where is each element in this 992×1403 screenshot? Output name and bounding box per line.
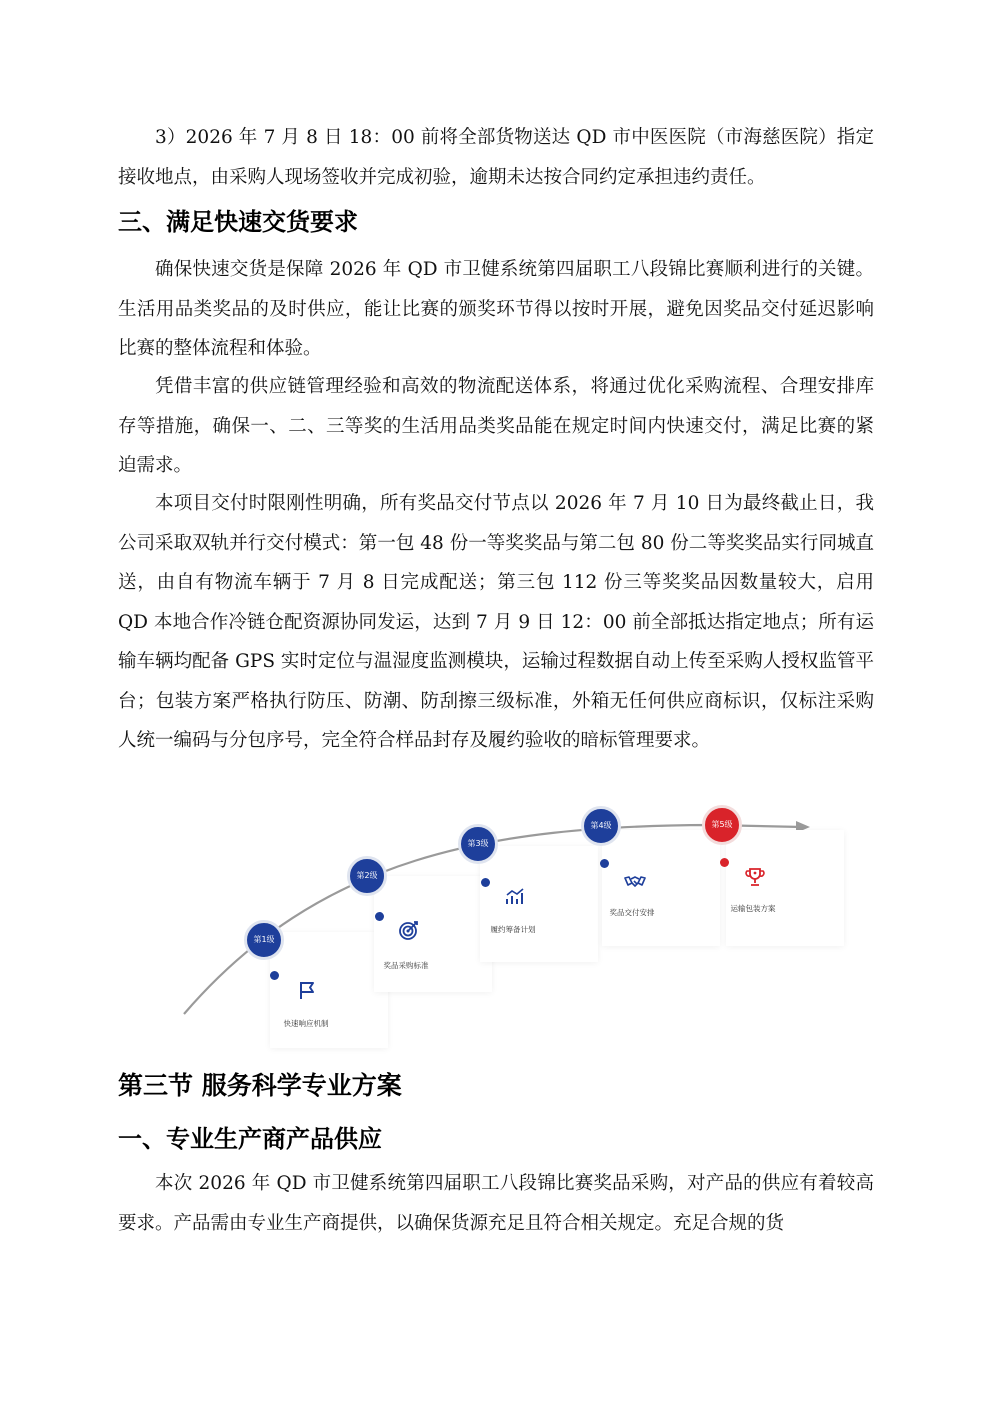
step-dot-5 [720, 858, 729, 867]
step-badge-4: 第4级 [581, 806, 621, 846]
paragraph-supply-requirement: 本次 2026 年 QD 市卫健系统第四届职工八段锦比赛奖品采购，对产品的供应有着较高要求。产品需由专业生产商提供，以确保货源充足且符合相关规定。充足合规的货 [118, 1173, 874, 1234]
step-dot-1 [270, 971, 279, 980]
handshake-icon [624, 871, 646, 893]
step-dot-3 [481, 878, 490, 887]
step-dot-2 [375, 912, 384, 921]
delivery-steps-diagram [170, 796, 820, 1052]
step-label-3: 履约筹备计划 [490, 925, 536, 934]
chart-icon [504, 886, 526, 908]
heading-fast-delivery: 三、满足快速交货要求 [118, 208, 358, 236]
trophy-icon [744, 866, 766, 888]
step-badge-5: 第5级 [702, 805, 742, 845]
step-badge-3: 第3级 [458, 824, 498, 864]
step-label-2: 奖品采购标准 [383, 961, 429, 970]
heading-section-3: 第三节 服务科学专业方案 [118, 1071, 402, 1100]
step-card-3 [480, 846, 598, 962]
step-badge-2: 第2级 [347, 856, 387, 896]
paragraph-delivery-deadline: 3）2026 年 7 月 8 日 18：00 前将全部货物送达 QD 市中医医院（市海慈医院）指定接收地点，由采购人现场签收并完成初验，逾期未达按合同约定承担违约责任。 [118, 127, 874, 188]
step-badge-1: 第1级 [244, 920, 284, 960]
step-card-4 [602, 830, 720, 946]
step-card-1 [270, 932, 388, 1048]
paragraph-fast-delivery-intro: 确保快速交货是保障 2026 年 QD 市卫健系统第四届职工八段锦比赛顺利进行的关键。生活用品类奖品的及时供应，能让比赛的颁奖环节得以按时开展，避免因奖品交付延迟影响比赛的整体流程和体验。 [118, 259, 874, 359]
paragraph-supply-chain: 凭借丰富的供应链管理经验和高效的物流配送体系，将通过优化采购流程、合理安排库存等措施，确保一、二、三等奖的生活用品类奖品能在规定时间内快速交付，满足比赛的紧迫需求。 [118, 376, 874, 476]
paragraph-delivery-mode: 本项目交付时限刚性明确，所有奖品交付节点以 2026 年 7 月 10 日为最终截止日，我公司采取双轨并行交付模式：第一包 48 份一等奖奖品与第二包 80 份二等奖奖品实行同城直送，由自有物流车辆于 7 月 8 日完成配送；第三包 112 份三等奖奖品因数量较大，启用 QD 本地合作冷链仓配资源协同发运，达到 7 月 9 日 12：00 前全部抵达指定地点；所有运输车辆均配备 GPS 实时定位与温湿度监测模块，运输过程数据自动上传至采购人授权监管平台；包装方案严格执行防压、防潮、防刮擦三级标准，外箱无任何供应商标识，仅标注采购人统一编码与分包序号，完全符合样品封存及履约验收的暗标管理要求。 [118, 493, 874, 751]
step-label-5: 运输包装方案 [730, 904, 776, 913]
step-label-4: 奖品交付安排 [609, 908, 655, 917]
step-dot-4 [600, 859, 609, 868]
step-card-5 [726, 830, 844, 946]
step-label-1: 快速响应机制 [283, 1019, 329, 1028]
heading-professional-supply: 一、专业生产商产品供应 [118, 1125, 382, 1153]
flag-icon [296, 979, 318, 1001]
target-icon [398, 919, 420, 941]
